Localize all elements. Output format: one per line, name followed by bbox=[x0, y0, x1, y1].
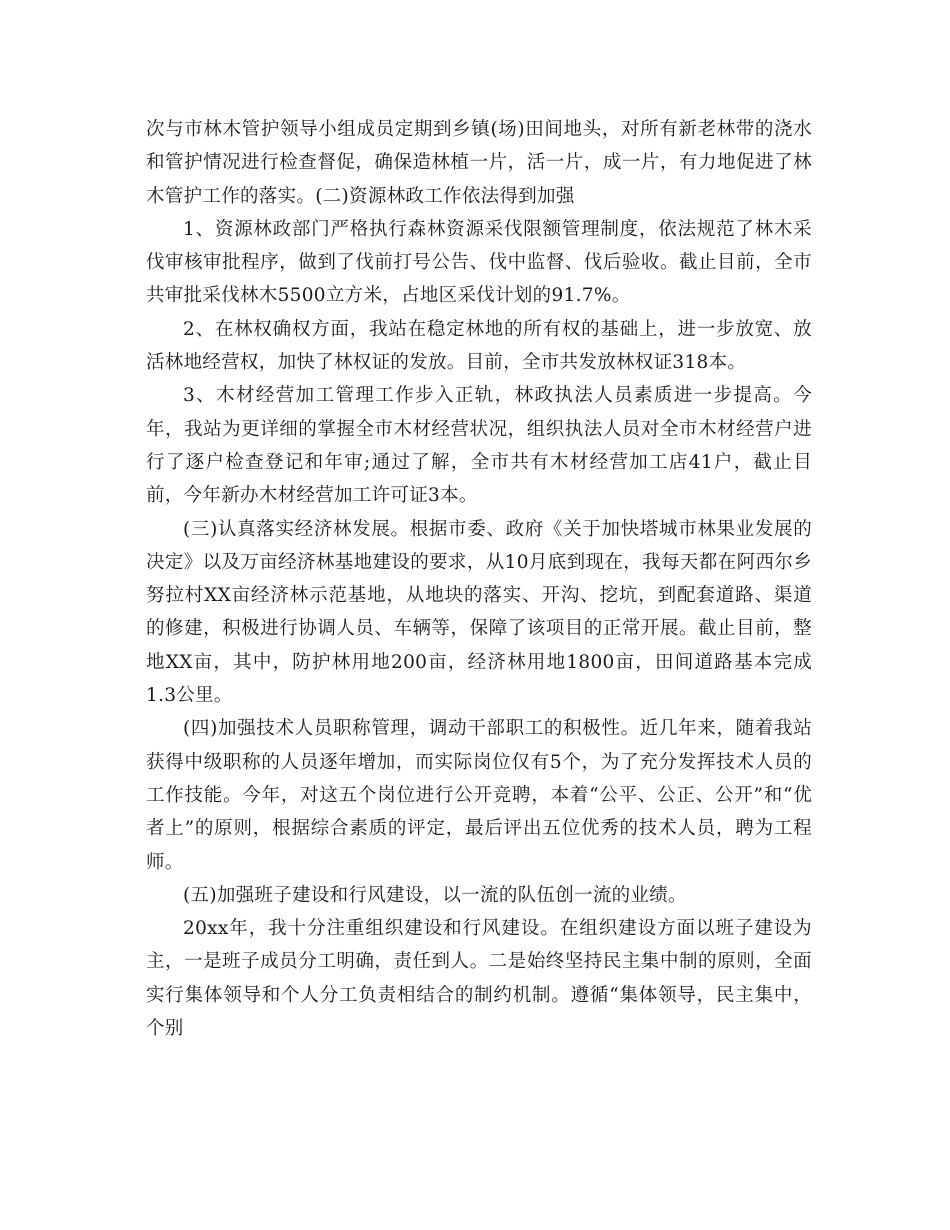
paragraph-continuation: 次与市林木管护领导小组成员定期到乡镇(场)田间地头，对所有新老林带的浇水和管护情况进行检查督促，确保造林植一片，活一片，成一片，有力地促进了林木管护工作的落实。(二)资源林政工作依法得到加强 bbox=[146, 119, 812, 207]
paragraph-timber-management: 3、木材经营加工管理工作步入正轨，林政执法人员素质进一步提高。今年，我站为更详细的掌握全市木材经营状况，组织执法人员对全市木材经营户进行了逐户检查登记和年审;通过了解，全市共有木材经营加工店41户，截止目前，今年新办木材经营加工许可证3本。 bbox=[146, 385, 812, 507]
paragraph-logging-approval: 1、资源林政部门严格执行森林资源采伐限额管理制度，依法规范了林木采伐审核审批程序，做到了伐前打号公告、伐中监督、伐后验收。截止目前，全市共审批采伐林木5500立方米，占地区采伐计划的91.7%。 bbox=[146, 218, 812, 307]
paragraph-team-building-heading: (五)加强班子建设和行风建设，以一流的队伍创一流的业绩。 bbox=[183, 884, 687, 906]
paragraph-technical-titles: (四)加强技术人员职称管理，调动干部职工的积极性。近几年来，随着我站获得中级职称的人员逐年增加，而实际岗位仅有5个，为了充分发挥技术人员的工作技能。今年，对这五个岗位进行公开竞聘，本着“公平、公正、公开”和“优者上”的原则，根据综合素质的评定，最后评出五位优秀的技术人员，聘为工程师。 bbox=[146, 718, 812, 873]
paragraph-forest-rights: 2、在林权确权方面，我站在稳定林地的所有权的基础上，进一步放宽、放活林地经营权，加快了林权证的发放。目前，全市共发放林权证318本。 bbox=[146, 318, 812, 374]
paragraph-economic-forest: (三)认真落实经济林发展。根据市委、政府《关于加快塔城市林果业发展的决定》以及万亩经济林基地建设的要求，从10月底到现在，我每天都在阿西尔乡努拉村XX亩经济林示范基地，从地块的落实、开沟、挖坑，到配套道路、渠道的修建，积极进行协调人员、车辆等，保障了该项目的正常开展。截止目前，整地XX亩，其中，防护林用地200亩，经济林用地1800亩，田间道路基本完成1.3公里。 bbox=[146, 518, 812, 707]
paragraph-organization-building: 20xx年，我十分注重组织建设和行风建设。在组织建设方面以班子建设为主，一是班子成员分工明确，责任到人。二是始终坚持民主集中制的原则，全面实行集体领导和个人分工负责相结合的制约机制。遵循“集体领导，民主集中，个别 bbox=[146, 918, 812, 1040]
document-body bbox=[146, 113, 812, 1045]
